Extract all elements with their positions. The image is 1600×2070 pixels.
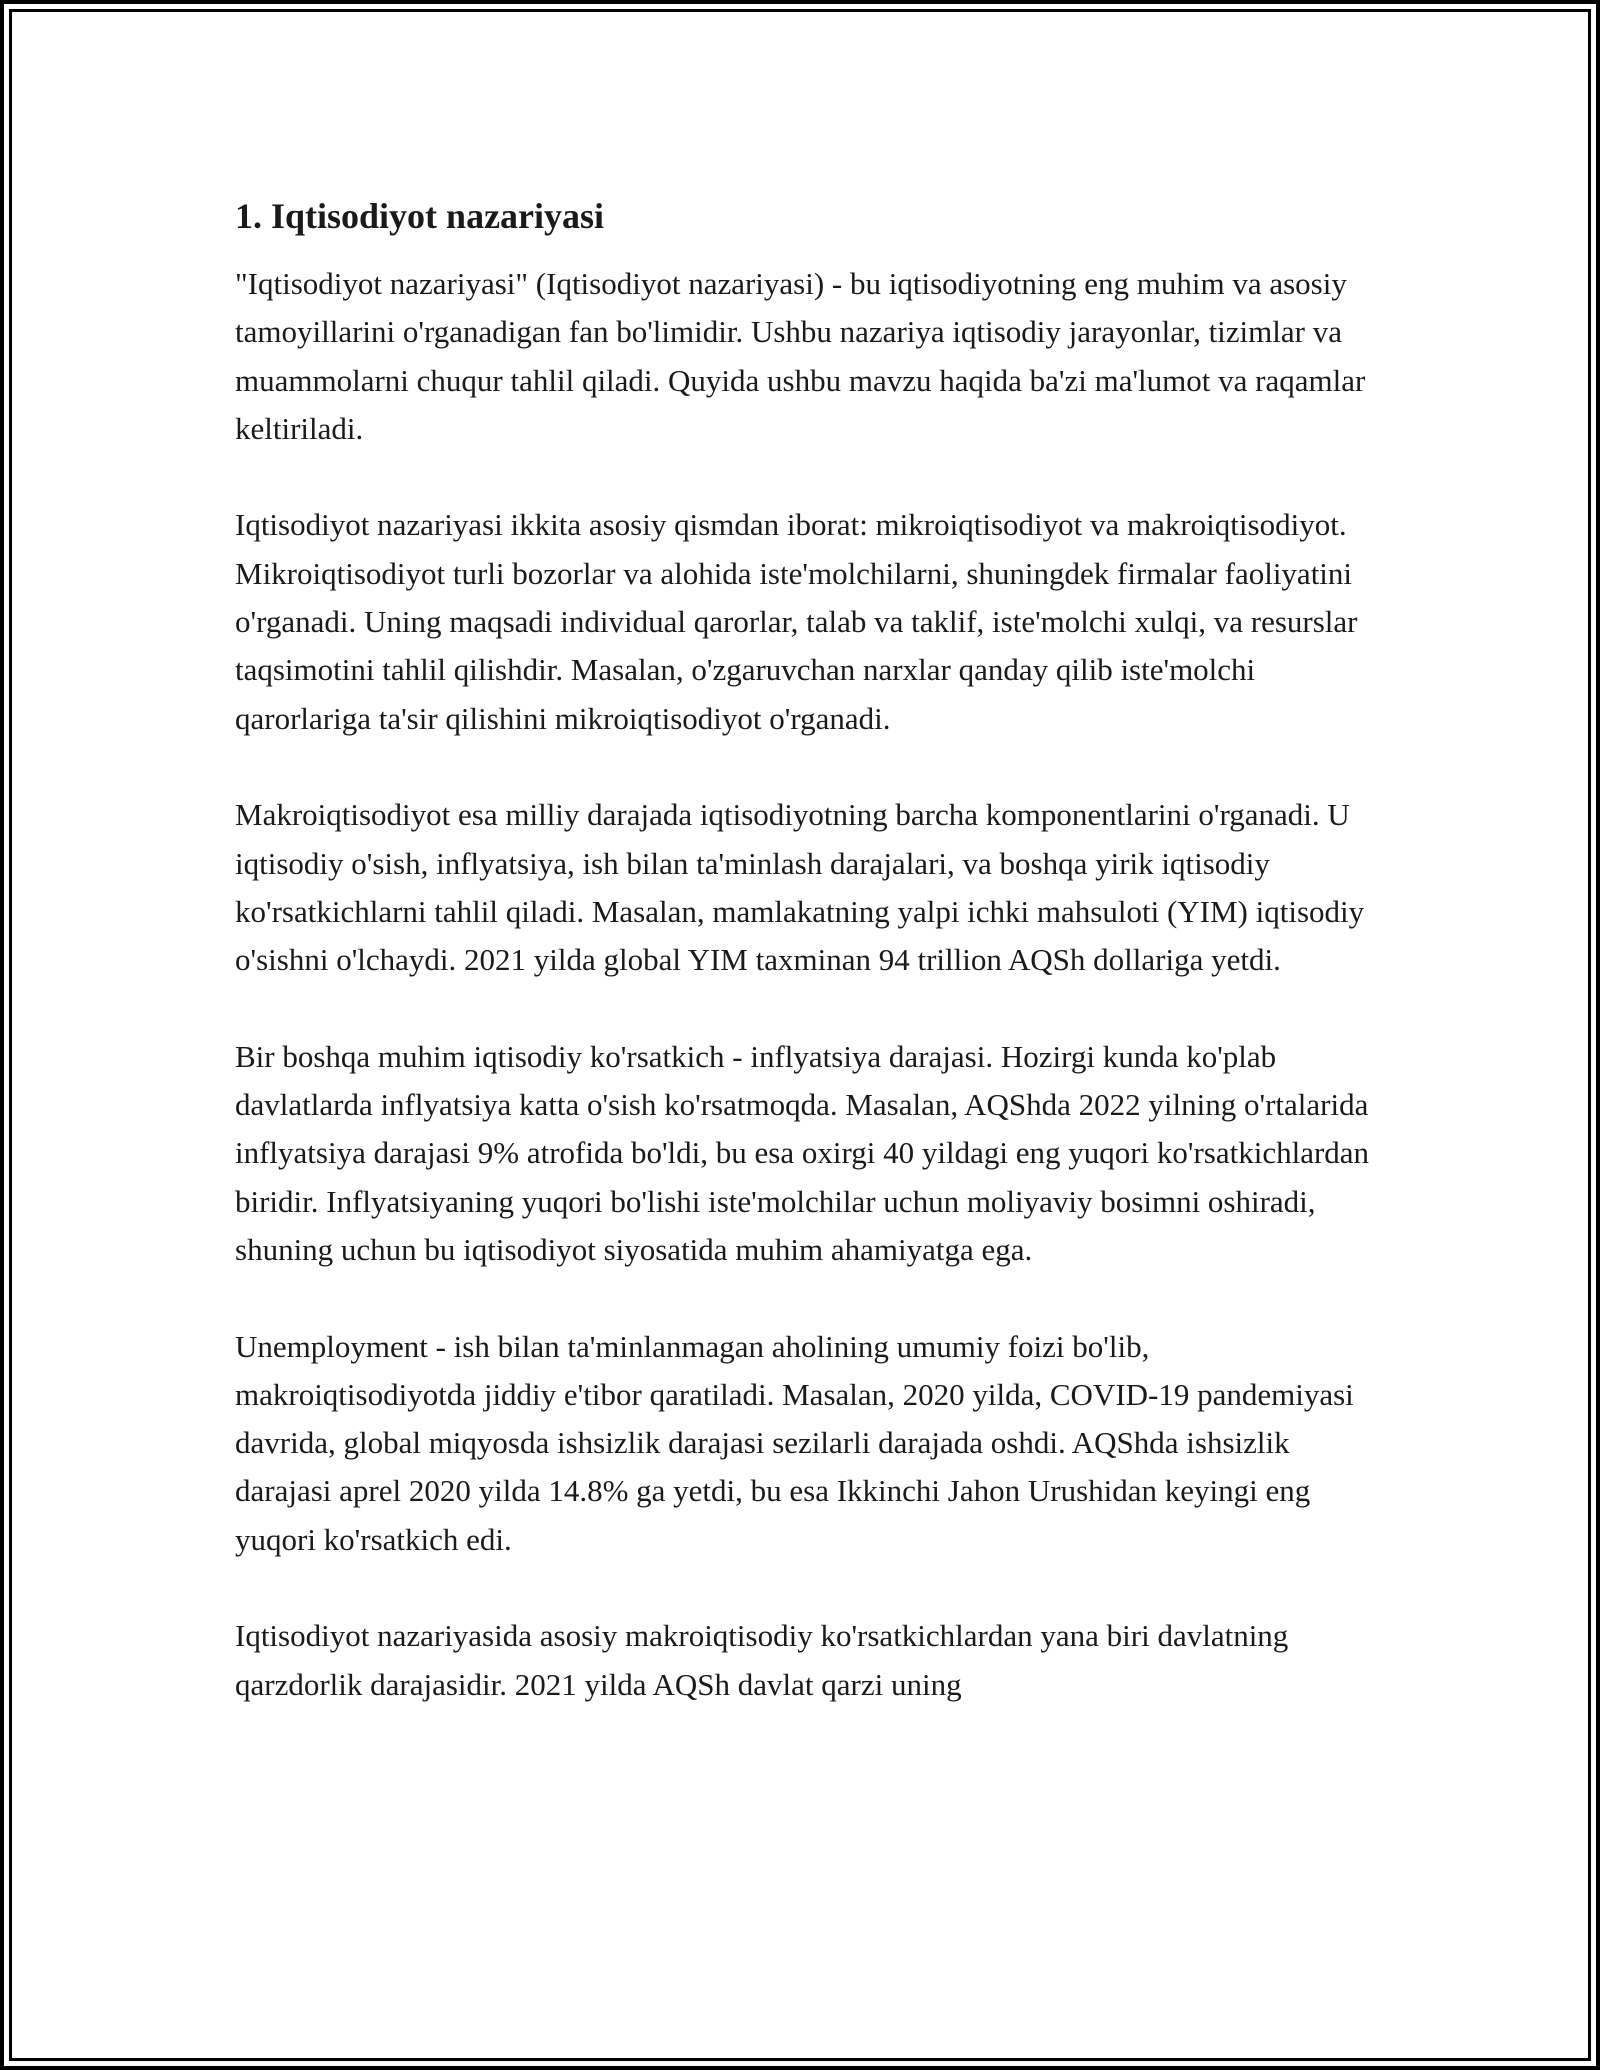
paragraph-inflation: Bir boshqa muhim iqtisodiy ko'rsatkich - inflyatsiya darajasi. Hozirgi kunda ko'plab davlatlarda inflyatsiya katta o'sish ko'rsatmoqda. Masalan, AQShda 2022 yilning o'rtalarida inflyatsiya darajasi 9% atrofida bo'ldi, bu esa oxirgi 40 yildagi eng yuqori ko'rsatkichlardan biridir. Inflyatsiyaning yuqori bo'lishi iste'molchilar uchun moliyaviy bosimni oshiradi, shuning uchun bu iqtisodiyot siyosatida muhim ahamiyatga ega. — [235, 1038, 1370, 1267]
paragraph-unemployment: Unemployment - ish bilan ta'minlanmagan aholining umumiy foizi bo'lib, makroiqtisodiyotda jiddiy e'tibor qaratiladi. Masalan, 2020 yilda, COVID-19 pandemiyasi davrida, global miqyosda ishsizlik darajasi sezilarli darajada oshdi. AQShda ishsizlik darajasi aprel 2020 yilda 14.8% ga yetdi, bu esa Ikkinchi Jahon Urushidan keyingi eng yuqori ko'rsatkich edi. — [235, 1328, 1354, 1557]
document-body — [235, 188, 1385, 1757]
paragraph-macroeconomics: Makroiqtisodiyot esa milliy darajada iqtisodiyotning barcha komponentlarini o'rganadi. U iqtisodiy o'sish, inflyatsiya, ish bilan ta'minlash darajalari, va boshqa yirik iqtisodiy ko'rsatkichlarni tahlil qiladi. Masalan, mamlakatning yalpi ichki mahsuloti (YIM) iqtisodiy o'sishni o'lchaydi. 2021 yilda global YIM taxminan 94 trillion AQSh dollariga yetdi. — [235, 797, 1365, 978]
section-heading: 1. Iqtisodiyot nazariyasi — [235, 196, 605, 236]
paragraph-intro: "Iqtisodiyot nazariyasi" (Iqtisodiyot nazariyasi) - bu iqtisodiyotning eng muhim va asosiy tamoyillarini o'rganadigan fan bo'limidir. Ushbu nazariya iqtisodiy jarayonlar, tizimlar va muammolarni chuqur tahlil qiladi. Quyida ushbu mavzu haqida ba'zi ma'lumot va raqamlar keltiriladi. — [235, 266, 1366, 446]
paragraph-micro-macro: Iqtisodiyot nazariyasi ikkita asosiy qismdan iborat: mikroiqtisodiyot va makroiqtisodiyot. Mikroiqtisodiyot turli bozorlar va alohida iste'molchilarni, shuningdek firmalar faoliyatini o'rganadi. Uning maqsadi individual qarorlar, talab va taklif, iste'molchi xulqi, va resurslar taqsimotini tahlil qilishdir. Masalan, o'zgaruvchan narxlar qanday qilib iste'molchi qarorlariga ta'sir qilishini mikroiqtisodiyot o'rganadi. — [235, 507, 1358, 736]
paragraph-debt: Iqtisodiyot nazariyasida asosiy makroiqtisodiy ko'rsatkichlardan yana biri davlatning qarzdorlik darajasidir. 2021 yilda AQSh davlat qarzi uning — [235, 1618, 1289, 1702]
